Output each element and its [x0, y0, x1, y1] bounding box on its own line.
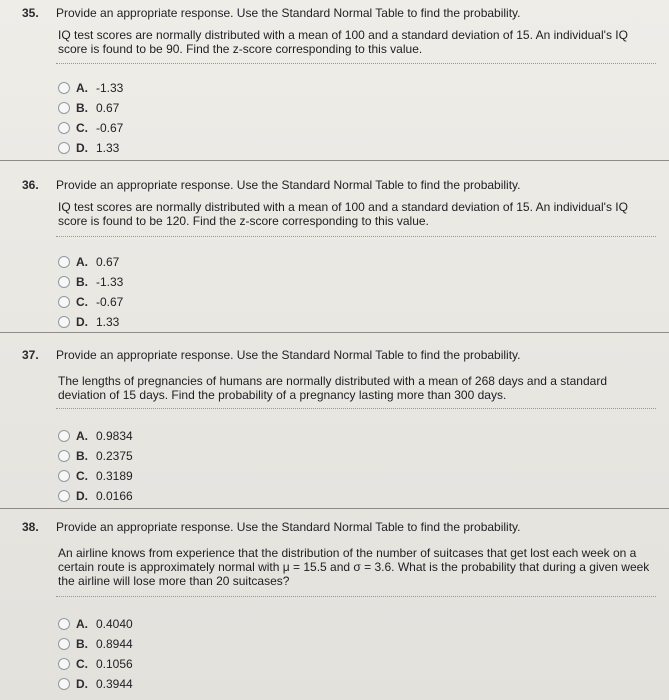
option-label: C.: [76, 295, 88, 309]
divider-dotted: [56, 63, 656, 64]
option-label: D.: [76, 315, 88, 329]
option-label: B.: [76, 101, 88, 115]
option-label: B.: [76, 449, 88, 463]
option-label: C.: [76, 657, 88, 671]
question-body: IQ test scores are normally distributed with a mean of 100 and a standard deviation of 15. An individual's IQ score is found to be 90. Find the z-score corresponding to this value.: [58, 28, 628, 56]
radio-button[interactable]: [58, 296, 70, 308]
option-label: A.: [76, 429, 88, 443]
option-value: -0.67: [96, 121, 124, 135]
question-prompt: Provide an appropriate response. Use the Standard Normal Table to find the probability.: [56, 178, 521, 192]
radio-button[interactable]: [58, 276, 70, 288]
question-separator: [0, 160, 669, 161]
question-body: IQ test scores are normally distributed with a mean of 100 and a standard deviation of 15. An individual's IQ score is found to be 120. Find the z-score corresponding to this value.: [58, 200, 628, 228]
option-label: C.: [76, 121, 88, 135]
option-label: A.: [76, 255, 88, 269]
option-value: 0.3189: [96, 469, 133, 483]
radio-button[interactable]: [58, 678, 70, 690]
divider-dotted: [56, 236, 656, 237]
option-label: C.: [76, 469, 88, 483]
option-label: D.: [76, 141, 88, 155]
question-header: [22, 520, 521, 534]
divider-dotted: [56, 596, 656, 597]
question-number: 37.: [22, 348, 39, 362]
radio-button[interactable]: [58, 142, 70, 154]
question-header: [22, 348, 521, 362]
option-label: A.: [76, 617, 88, 631]
question-prompt: Provide an appropriate response. Use the Standard Normal Table to find the probability.: [56, 520, 521, 534]
radio-button[interactable]: [58, 82, 70, 94]
option-label: D.: [76, 677, 88, 691]
radio-button[interactable]: [58, 658, 70, 670]
question-header: [22, 178, 521, 192]
radio-button[interactable]: [58, 470, 70, 482]
question-prompt: Provide an appropriate response. Use the Standard Normal Table to find the probability.: [56, 6, 521, 20]
radio-button[interactable]: [58, 638, 70, 650]
radio-button[interactable]: [58, 316, 70, 328]
option-value: 0.9834: [96, 429, 133, 443]
option-value: 0.0166: [96, 489, 133, 503]
option-value: -1.33: [96, 81, 124, 95]
option-value: -0.67: [96, 295, 124, 309]
option-label: B.: [76, 275, 88, 289]
radio-button[interactable]: [58, 490, 70, 502]
option-value: 0.2375: [96, 449, 133, 463]
option-label: B.: [76, 637, 88, 651]
radio-button[interactable]: [58, 256, 70, 268]
question-separator: [0, 332, 669, 333]
option-value: 0.3944: [96, 677, 133, 691]
question-prompt: Provide an appropriate response. Use the Standard Normal Table to find the probability.: [56, 348, 521, 362]
option-value: 1.33: [96, 141, 120, 155]
question-separator: [0, 508, 669, 509]
radio-button[interactable]: [58, 102, 70, 114]
question-body: An airline knows from experience that the distribution of the number of suitcases that get lost each week on a certain route is approximately normal with μ = 15.5 and σ = 3.6. What is the probability that during a given week the airline will lose more than 20 suitcases?: [58, 546, 650, 588]
option-value: 0.67: [96, 255, 120, 269]
question-number: 35.: [22, 6, 39, 20]
radio-button[interactable]: [58, 430, 70, 442]
option-label: D.: [76, 489, 88, 503]
option-value: 0.8944: [96, 637, 133, 651]
question-header: [22, 6, 521, 20]
option-value: 0.67: [96, 101, 120, 115]
option-value: 0.4040: [96, 617, 133, 631]
radio-button[interactable]: [58, 450, 70, 462]
option-label: A.: [76, 81, 88, 95]
radio-button[interactable]: [58, 618, 70, 630]
radio-button[interactable]: [58, 122, 70, 134]
question-body: The lengths of pregnancies of humans are normally distributed with a mean of 268 days and a standard deviation of 15 days. Find the probability of a pregnancy lasting more than 300 days.: [58, 374, 607, 402]
divider-dotted: [56, 408, 656, 409]
option-value: 1.33: [96, 315, 120, 329]
option-value: 0.1056: [96, 657, 133, 671]
option-value: -1.33: [96, 275, 124, 289]
question-number: 38.: [22, 520, 39, 534]
question-number: 36.: [22, 178, 39, 192]
